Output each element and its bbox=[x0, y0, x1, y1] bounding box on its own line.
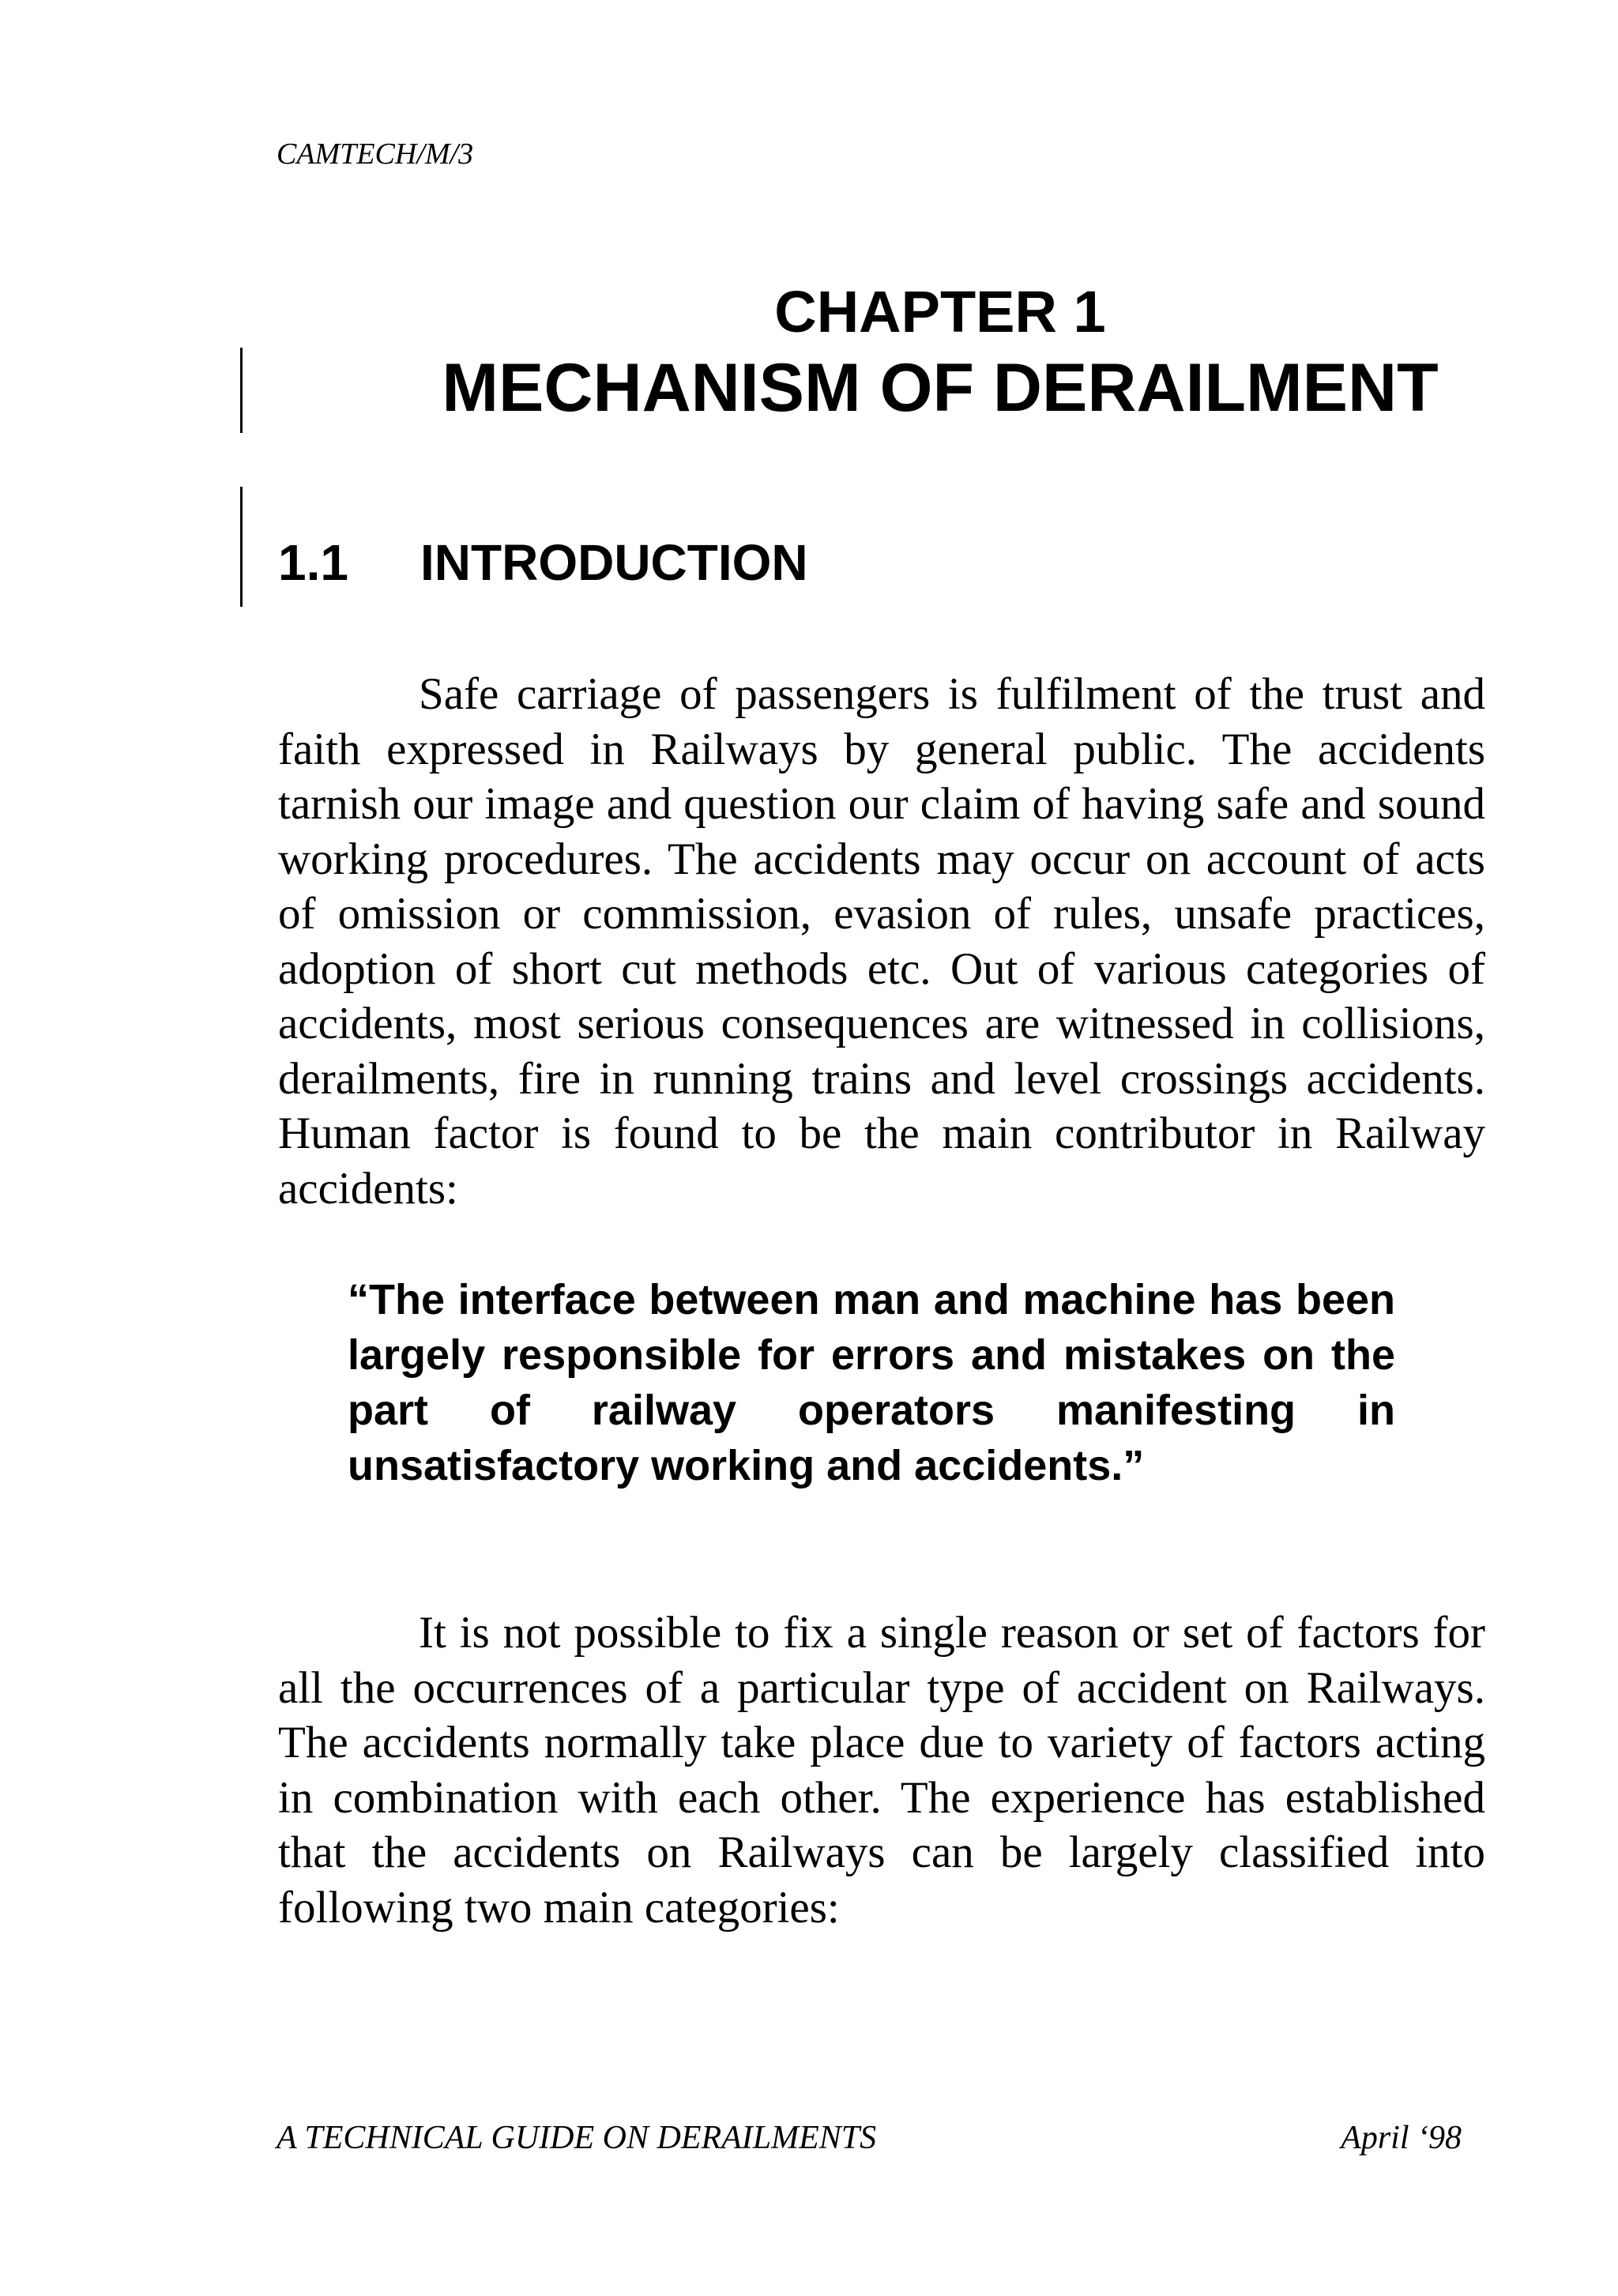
section-number: 1.1 bbox=[278, 534, 348, 591]
document-reference: CAMTECH/M/3 bbox=[277, 137, 474, 171]
body-paragraph: It is not possible to fix a single reason or set of factors for all the occurrences of a particular type of accident on Railways. The accidents normally take place due to variety of factors acting in combination with each other. The experience has established that the accidents on Railways can be largely classified into following two main categories: bbox=[278, 1608, 1485, 1933]
footer-title: A TECHNICAL GUIDE ON DERAILMENTS bbox=[277, 2120, 877, 2156]
revision-bar bbox=[240, 348, 243, 433]
section-title: INTRODUCTION bbox=[420, 534, 808, 591]
footer-date: April ‘98 bbox=[1341, 2120, 1462, 2156]
chapter-label: CHAPTER 1 bbox=[774, 279, 1106, 344]
section-heading bbox=[278, 534, 808, 591]
revision-bar bbox=[240, 487, 243, 607]
block-quote: “The interface between man and machine has been largely responsible for errors and mistakes on the part of railway operators manifesting in unsatisfactory working and accidents.” bbox=[348, 1276, 1395, 1489]
chapter-title: MECHANISM OF DERAILMENT bbox=[442, 350, 1439, 426]
body-paragraph: Safe carriage of passengers is fulfilment of the trust and faith expressed in Railways by general public. The accidents tarnish our image and question our claim of having safe and sound working procedures. The accidents may occur on account of acts of omission or commission, evasion of rules, unsafe practices, adoption of short cut methods etc. Out of various categories of accidents, most serious consequences are witnessed in collisions, derailments, fire in running trains and level crossings accidents. Human factor is found to be the main contributor in Railway accidents: bbox=[278, 669, 1485, 1214]
